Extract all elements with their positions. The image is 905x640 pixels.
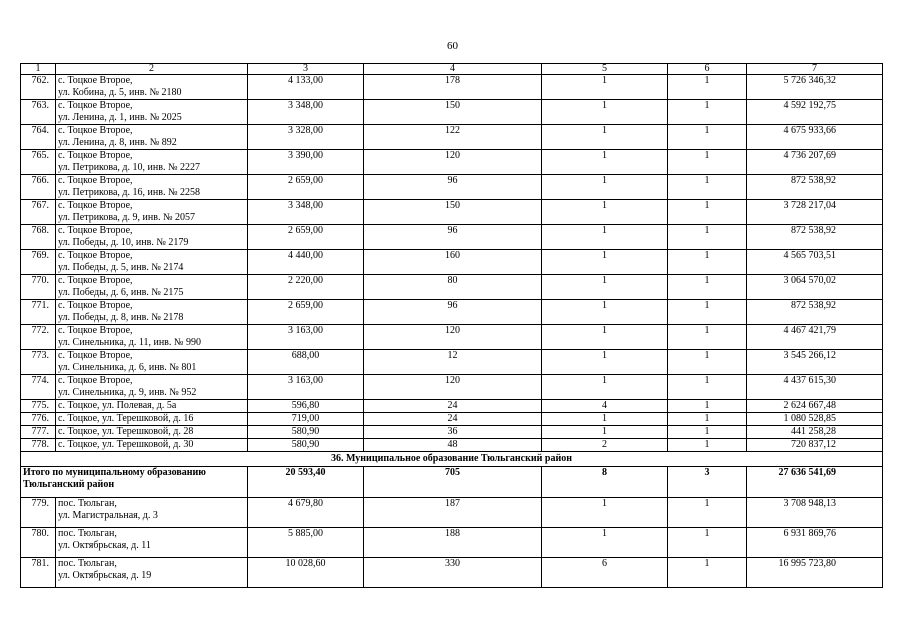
col6-cell: 1 — [668, 150, 747, 175]
address-line-2: ул. Ленина, д. 1, инв. № 2025 — [58, 112, 182, 123]
area-cell: 3 348,00 — [248, 200, 364, 225]
col5-cell: 1 — [542, 75, 668, 100]
table-row — [21, 498, 883, 528]
row-number: 773. — [21, 350, 56, 375]
table-row — [21, 300, 883, 325]
area-cell: 3 390,00 — [248, 150, 364, 175]
address-cell — [56, 426, 248, 439]
col6-cell: 1 — [668, 75, 747, 100]
total-area: 20 593,40 — [248, 467, 364, 498]
col6-cell: 1 — [668, 200, 747, 225]
col6-cell: 1 — [668, 528, 747, 558]
total-col6: 3 — [668, 467, 747, 498]
address-line-1: с. Тоцкое Второе, — [58, 375, 133, 386]
table-row — [21, 528, 883, 558]
registry-table-body — [21, 64, 883, 588]
col6-cell: 1 — [668, 350, 747, 375]
address-line-1: пос. Тюльган, — [58, 558, 117, 569]
table-row — [21, 200, 883, 225]
col5-cell: 1 — [542, 528, 668, 558]
row-number: 780. — [21, 528, 56, 558]
table-row — [21, 558, 883, 588]
col6-cell: 1 — [668, 225, 747, 250]
address-line-2: ул. Победы, д. 6, инв. № 2175 — [58, 287, 184, 298]
address-line-1: с. Тоцкое Второе, — [58, 75, 133, 86]
amount-cell: 3 064 570,02 — [747, 275, 883, 300]
address-line-1: с. Тоцкое, ул. Терешковой, д. 30 — [58, 439, 194, 450]
table-row — [21, 250, 883, 275]
amount-cell: 872 538,92 — [747, 300, 883, 325]
address-cell — [56, 558, 248, 588]
area-cell: 2 659,00 — [248, 300, 364, 325]
area-cell: 580,90 — [248, 426, 364, 439]
col6-cell: 1 — [668, 558, 747, 588]
amount-cell: 4 467 421,79 — [747, 325, 883, 350]
col5-cell: 1 — [542, 375, 668, 400]
table-row — [21, 100, 883, 125]
total-label: Итого по муниципальному образованию Тюльганский район — [21, 467, 248, 498]
table-row — [21, 150, 883, 175]
table-row — [21, 75, 883, 100]
address-line-2: ул. Победы, д. 10, инв. № 2179 — [58, 237, 189, 248]
count-cell: 24 — [364, 400, 542, 413]
area-cell: 2 659,00 — [248, 175, 364, 200]
address-cell — [56, 275, 248, 300]
row-number: 779. — [21, 498, 56, 528]
col5-cell: 1 — [542, 498, 668, 528]
row-number: 768. — [21, 225, 56, 250]
row-number: 776. — [21, 413, 56, 426]
address-line-2: ул. Петрикова, д. 10, инв. № 2227 — [58, 162, 200, 173]
amount-cell: 4 565 703,51 — [747, 250, 883, 275]
address-cell — [56, 413, 248, 426]
address-line-2: ул. Октябрьская, д. 19 — [58, 570, 152, 581]
area-cell: 3 348,00 — [248, 100, 364, 125]
count-cell: 120 — [364, 150, 542, 175]
amount-cell: 441 258,28 — [747, 426, 883, 439]
table-row — [21, 225, 883, 250]
amount-cell: 5 726 346,32 — [747, 75, 883, 100]
address-line-2: ул. Магистральная, д. 3 — [58, 510, 158, 521]
address-cell — [56, 100, 248, 125]
col5-cell: 1 — [542, 150, 668, 175]
address-line-1: с. Тоцкое Второе, — [58, 225, 133, 236]
address-line-2: ул. Синельника, д. 6, инв. № 801 — [58, 362, 197, 373]
count-cell: 178 — [364, 75, 542, 100]
count-cell: 12 — [364, 350, 542, 375]
amount-cell: 3 708 948,13 — [747, 498, 883, 528]
col6-cell: 1 — [668, 498, 747, 528]
address-cell — [56, 375, 248, 400]
address-line-1: с. Тоцкое Второе, — [58, 275, 133, 286]
address-cell — [56, 125, 248, 150]
count-cell: 80 — [364, 275, 542, 300]
col6-cell: 1 — [668, 100, 747, 125]
table-row — [21, 400, 883, 413]
amount-cell: 4 592 192,75 — [747, 100, 883, 125]
column-header: 4 — [364, 64, 542, 75]
area-cell: 3 328,00 — [248, 125, 364, 150]
col5-cell: 1 — [542, 200, 668, 225]
address-cell — [56, 150, 248, 175]
area-cell: 3 163,00 — [248, 325, 364, 350]
count-cell: 48 — [364, 439, 542, 452]
count-cell: 150 — [364, 100, 542, 125]
amount-cell: 720 837,12 — [747, 439, 883, 452]
address-cell — [56, 498, 248, 528]
address-cell — [56, 528, 248, 558]
count-cell: 122 — [364, 125, 542, 150]
amount-cell: 3 545 266,12 — [747, 350, 883, 375]
section-header-row — [21, 452, 883, 467]
column-number-row — [21, 64, 883, 75]
address-line-1: пос. Тюльган, — [58, 528, 117, 539]
registry-table — [20, 63, 883, 588]
column-header: 2 — [56, 64, 248, 75]
column-header: 5 — [542, 64, 668, 75]
area-cell: 580,90 — [248, 439, 364, 452]
area-cell: 5 885,00 — [248, 528, 364, 558]
row-number: 771. — [21, 300, 56, 325]
address-cell — [56, 325, 248, 350]
address-line-2: ул. Петрикова, д. 16, инв. № 2258 — [58, 187, 200, 198]
row-number: 772. — [21, 325, 56, 350]
column-header: 6 — [668, 64, 747, 75]
amount-cell: 4 675 933,66 — [747, 125, 883, 150]
amount-cell: 1 080 528,85 — [747, 413, 883, 426]
col6-cell: 1 — [668, 325, 747, 350]
col5-cell: 2 — [542, 439, 668, 452]
address-cell — [56, 439, 248, 452]
row-number: 762. — [21, 75, 56, 100]
area-cell: 2 659,00 — [248, 225, 364, 250]
amount-cell: 4 736 207,69 — [747, 150, 883, 175]
address-line-1: с. Тоцкое Второе, — [58, 125, 133, 136]
amount-cell: 4 437 615,30 — [747, 375, 883, 400]
col5-cell: 1 — [542, 175, 668, 200]
col6-cell: 1 — [668, 426, 747, 439]
address-line-2: ул. Синельника, д. 9, инв. № 952 — [58, 387, 197, 398]
count-cell: 330 — [364, 558, 542, 588]
address-line-2: ул. Синельника, д. 11, инв. № 990 — [58, 337, 201, 348]
table-row — [21, 375, 883, 400]
table-row — [21, 275, 883, 300]
area-cell: 688,00 — [248, 350, 364, 375]
table-row — [21, 125, 883, 150]
col6-cell: 1 — [668, 400, 747, 413]
area-cell: 4 679,80 — [248, 498, 364, 528]
col5-cell: 1 — [542, 350, 668, 375]
row-number: 764. — [21, 125, 56, 150]
amount-cell: 2 624 667,48 — [747, 400, 883, 413]
amount-cell: 6 931 869,76 — [747, 528, 883, 558]
row-number: 770. — [21, 275, 56, 300]
count-cell: 36 — [364, 426, 542, 439]
col5-cell: 1 — [542, 225, 668, 250]
count-cell: 96 — [364, 175, 542, 200]
table-row — [21, 175, 883, 200]
col6-cell: 1 — [668, 300, 747, 325]
address-cell — [56, 200, 248, 225]
address-line-1: с. Тоцкое Второе, — [58, 200, 133, 211]
area-cell: 10 028,60 — [248, 558, 364, 588]
address-cell — [56, 250, 248, 275]
area-cell: 2 220,00 — [248, 275, 364, 300]
col6-cell: 1 — [668, 375, 747, 400]
amount-cell: 872 538,92 — [747, 225, 883, 250]
col5-cell: 1 — [542, 300, 668, 325]
count-cell: 96 — [364, 300, 542, 325]
address-cell — [56, 175, 248, 200]
row-number: 769. — [21, 250, 56, 275]
address-line-1: с. Тоцкое Второе, — [58, 150, 133, 161]
table-row — [21, 325, 883, 350]
table-row — [21, 439, 883, 452]
row-number: 766. — [21, 175, 56, 200]
col6-cell: 1 — [668, 175, 747, 200]
area-cell: 4 440,00 — [248, 250, 364, 275]
col5-cell: 1 — [542, 426, 668, 439]
area-cell: 3 163,00 — [248, 375, 364, 400]
address-line-2: ул. Петрикова, д. 9, инв. № 2057 — [58, 212, 195, 223]
total-amount: 27 636 541,69 — [747, 467, 883, 498]
section-title: 36. Муниципальное образование Тюльганский район — [21, 452, 883, 467]
col5-cell: 1 — [542, 325, 668, 350]
column-header: 1 — [21, 64, 56, 75]
count-cell: 187 — [364, 498, 542, 528]
table-row — [21, 426, 883, 439]
table-row — [21, 413, 883, 426]
address-line-2: ул. Кобина, д. 5, инв. № 2180 — [58, 87, 182, 98]
address-line-2: ул. Октябрьская, д. 11 — [58, 540, 151, 551]
row-number: 765. — [21, 150, 56, 175]
address-line-1: с. Тоцкое Второе, — [58, 350, 133, 361]
col5-cell: 4 — [542, 400, 668, 413]
row-number: 774. — [21, 375, 56, 400]
row-number: 777. — [21, 426, 56, 439]
col6-cell: 1 — [668, 439, 747, 452]
area-cell: 719,00 — [248, 413, 364, 426]
address-line-1: с. Тоцкое Второе, — [58, 175, 133, 186]
address-line-1: пос. Тюльган, — [58, 498, 117, 509]
count-cell: 24 — [364, 413, 542, 426]
address-line-2: ул. Победы, д. 5, инв. № 2174 — [58, 262, 184, 273]
col5-cell: 1 — [542, 413, 668, 426]
column-header: 3 — [248, 64, 364, 75]
area-cell: 596,80 — [248, 400, 364, 413]
address-line-1: с. Тоцкое Второе, — [58, 100, 133, 111]
address-line-1: с. Тоцкое, ул. Терешковой, д. 16 — [58, 413, 194, 424]
col5-cell: 6 — [542, 558, 668, 588]
address-cell — [56, 300, 248, 325]
address-cell — [56, 75, 248, 100]
amount-cell: 872 538,92 — [747, 175, 883, 200]
row-number: 763. — [21, 100, 56, 125]
col5-cell: 1 — [542, 275, 668, 300]
count-cell: 120 — [364, 375, 542, 400]
address-line-1: с. Тоцкое Второе, — [58, 250, 133, 261]
count-cell: 188 — [364, 528, 542, 558]
col6-cell: 1 — [668, 275, 747, 300]
col5-cell: 1 — [542, 250, 668, 275]
col5-cell: 1 — [542, 100, 668, 125]
col6-cell: 1 — [668, 250, 747, 275]
column-header: 7 — [747, 64, 883, 75]
address-line-2: ул. Ленина, д. 8, инв. № 892 — [58, 137, 177, 148]
row-number: 781. — [21, 558, 56, 588]
address-line-1: с. Тоцкое Второе, — [58, 300, 133, 311]
col6-cell: 1 — [668, 125, 747, 150]
total-row — [21, 467, 883, 498]
address-line-1: с. Тоцкое, ул. Полевая, д. 5а — [58, 400, 177, 411]
page-number: 60 — [447, 40, 458, 52]
address-line-1: с. Тоцкое, ул. Терешковой, д. 28 — [58, 426, 194, 437]
amount-cell: 16 995 723,80 — [747, 558, 883, 588]
row-number: 775. — [21, 400, 56, 413]
count-cell: 96 — [364, 225, 542, 250]
row-number: 778. — [21, 439, 56, 452]
count-cell: 120 — [364, 325, 542, 350]
address-line-1: с. Тоцкое Второе, — [58, 325, 133, 336]
area-cell: 4 133,00 — [248, 75, 364, 100]
address-cell — [56, 350, 248, 375]
amount-cell: 3 728 217,04 — [747, 200, 883, 225]
table-row — [21, 350, 883, 375]
address-cell — [56, 400, 248, 413]
address-line-2: ул. Победы, д. 8, инв. № 2178 — [58, 312, 184, 323]
count-cell: 160 — [364, 250, 542, 275]
total-col5: 8 — [542, 467, 668, 498]
count-cell: 150 — [364, 200, 542, 225]
row-number: 767. — [21, 200, 56, 225]
col5-cell: 1 — [542, 125, 668, 150]
address-cell — [56, 225, 248, 250]
total-count: 705 — [364, 467, 542, 498]
col6-cell: 1 — [668, 413, 747, 426]
